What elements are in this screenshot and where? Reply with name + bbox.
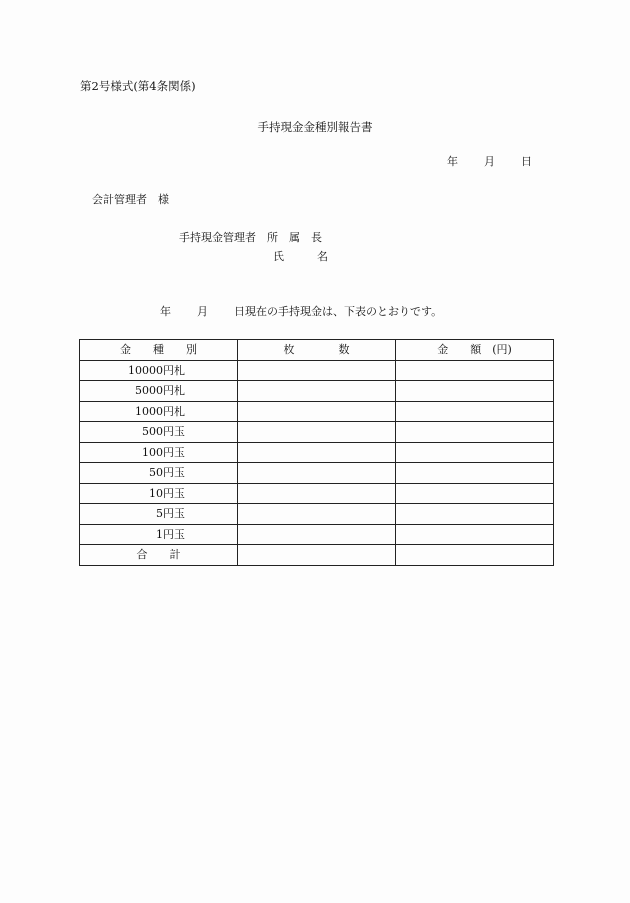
header-amount: 金 額 (円) <box>396 340 554 361</box>
count-cell[interactable] <box>238 463 396 484</box>
date-month-label: 月 <box>484 155 495 168</box>
denomination-cell: 5000円札 <box>80 381 238 402</box>
statement-year-label: 年 <box>160 305 171 318</box>
amount-cell[interactable] <box>396 360 554 381</box>
count-cell[interactable] <box>238 524 396 545</box>
header-denomination: 金 種 別 <box>80 340 238 361</box>
table-row <box>80 504 554 525</box>
denomination-cell: 100円玉 <box>80 442 238 463</box>
statement <box>160 306 442 317</box>
header-count: 枚 数 <box>238 340 396 361</box>
total-row <box>80 545 554 566</box>
amount-cell[interactable] <box>396 381 554 402</box>
form-number: 第2号様式(第4条関係) <box>80 79 196 93</box>
total-amount-cell[interactable] <box>396 545 554 566</box>
statement-month-label: 月 <box>197 305 208 318</box>
table-row <box>80 483 554 504</box>
table-header-row <box>80 340 554 361</box>
denomination-cell: 5円玉 <box>80 504 238 525</box>
table-row <box>80 360 554 381</box>
count-cell[interactable] <box>238 360 396 381</box>
reporter-title: 手持現金管理者 所 属 長 <box>179 231 322 244</box>
denomination-cell: 1円玉 <box>80 524 238 545</box>
amount-cell[interactable] <box>396 442 554 463</box>
reporter-name-label: 氏 名 <box>273 250 328 263</box>
table-row <box>80 524 554 545</box>
amount-cell[interactable] <box>396 422 554 443</box>
count-cell[interactable] <box>238 422 396 443</box>
denomination-table <box>79 339 554 566</box>
count-cell[interactable] <box>238 401 396 422</box>
amount-cell[interactable] <box>396 524 554 545</box>
denomination-cell: 500円玉 <box>80 422 238 443</box>
amount-cell[interactable] <box>396 483 554 504</box>
report-date <box>447 156 532 167</box>
count-cell[interactable] <box>238 483 396 504</box>
amount-cell[interactable] <box>396 401 554 422</box>
total-label: 合 計 <box>80 545 238 566</box>
date-day-label: 日 <box>521 155 532 168</box>
table-row <box>80 442 554 463</box>
table-row <box>80 401 554 422</box>
document-title: 手持現金金種別報告書 <box>257 120 373 134</box>
denomination-cell: 10円玉 <box>80 483 238 504</box>
denomination-cell: 10000円札 <box>80 360 238 381</box>
count-cell[interactable] <box>238 442 396 463</box>
table-row <box>80 381 554 402</box>
denomination-cell: 1000円札 <box>80 401 238 422</box>
total-count-cell[interactable] <box>238 545 396 566</box>
addressee: 会計管理者 様 <box>92 193 169 206</box>
amount-cell[interactable] <box>396 463 554 484</box>
denomination-cell: 50円玉 <box>80 463 238 484</box>
date-year-label: 年 <box>447 155 458 168</box>
statement-text: 日現在の手持現金は、下表のとおりです。 <box>234 305 443 318</box>
count-cell[interactable] <box>238 504 396 525</box>
amount-cell[interactable] <box>396 504 554 525</box>
table-row <box>80 422 554 443</box>
table-row <box>80 463 554 484</box>
count-cell[interactable] <box>238 381 396 402</box>
